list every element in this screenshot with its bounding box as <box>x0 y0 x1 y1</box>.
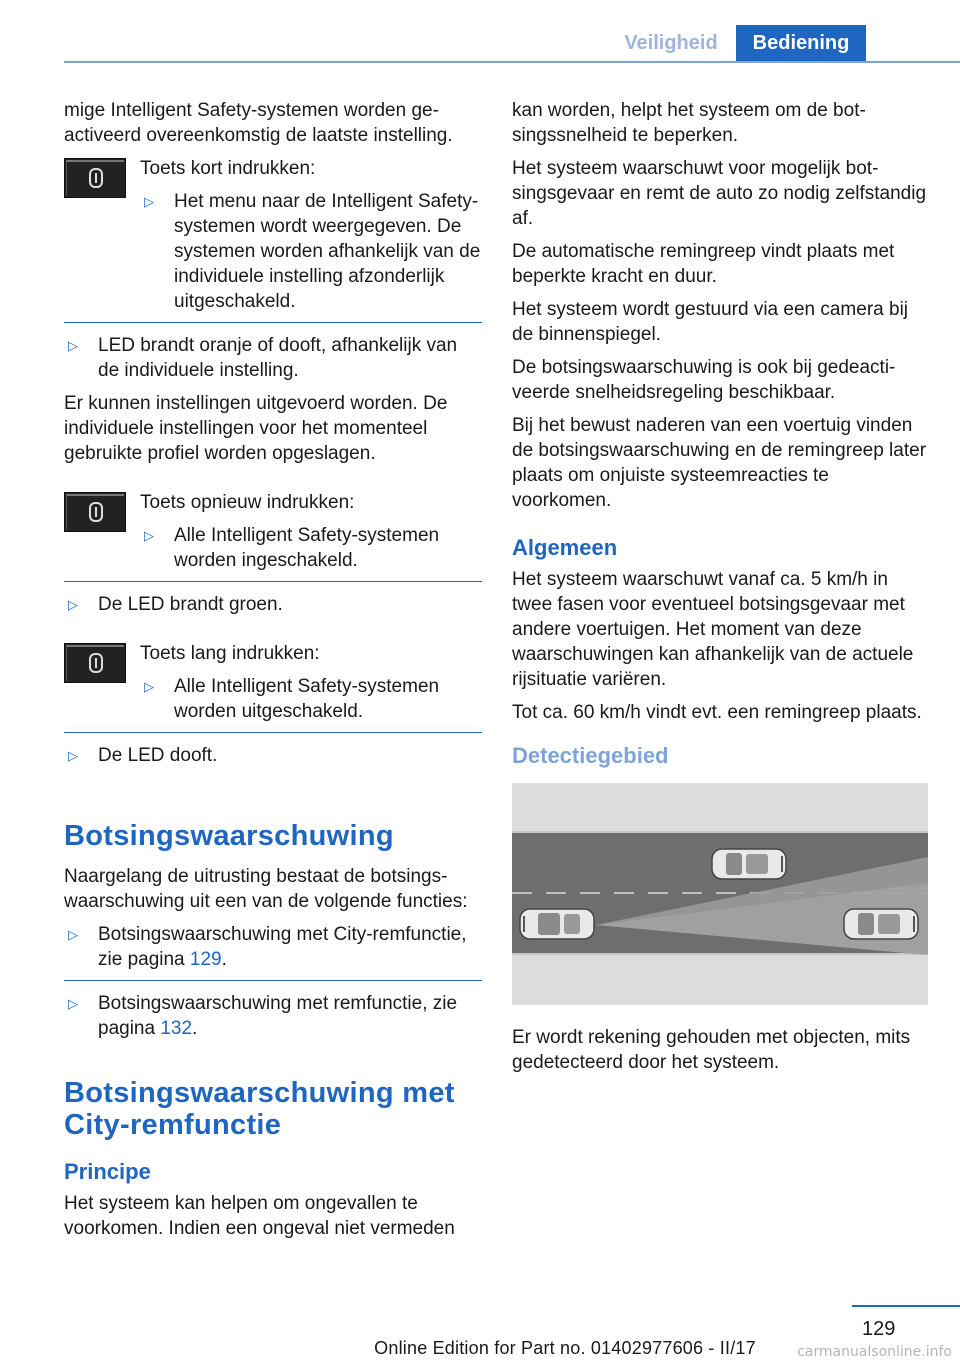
list-separator <box>64 581 482 582</box>
list-item: ▷ De LED dooft. <box>68 745 218 766</box>
detection-area-illustration <box>512 783 928 1005</box>
paragraph: kan worden, helpt het systeem om de botsingssnelheid te beperken. <box>512 100 866 146</box>
warning-intro-text: Naargelang de uitrusting bestaat de botsingswaarschuwing uit een van de volgende functies: <box>64 866 468 912</box>
page-number: 129 <box>862 1318 896 1340</box>
edition-text: Online Edition for Part no. 01402977606 - II/17 <box>374 1338 756 1358</box>
safety-button-icon <box>64 158 126 198</box>
list-separator <box>64 732 482 733</box>
triangle-bullet-icon: ▷ <box>68 597 78 612</box>
list-item: ▷ Het menu naar de Intelligent Safety-systemen wordt weergegeven. De systemen worden afhankelijk van de individuele instelling afzonderlijk uitgeschakeld. <box>144 191 481 312</box>
paragraph: Het systeem wordt gestuurd via een camera bij de binnenspiegel. <box>512 299 909 345</box>
paragraph: Het systeem waarschuwt voor mogelijk botsingsgevaar en remt de auto zo nodig zelfstandig af. <box>512 158 927 229</box>
list-item: ▷ Alle Intelligent Safety-systemen worden uitgeschakeld. <box>144 676 440 722</box>
safety-button-icon <box>64 492 126 532</box>
list-item: ▷ LED brandt oranje of dooft, afhankelijk van de individuele instelling. <box>68 335 458 381</box>
paragraph: Het systeem waarschuwt vanaf ca. 5 km/h in twee fasen voor eventueel botsingsgevaar met andere voertuigen. Het moment van deze waarschuwingen kan afhankelijk van de actuele rijsituatie variëren. <box>512 569 914 690</box>
right-column <box>512 98 930 1083</box>
left-column <box>64 98 482 1249</box>
principe-text: Het systeem kan helpen om ongevallen te voorkomen. Indien een ongeval niet vermeden <box>64 1193 455 1239</box>
heading-detectiegebied: Detectiegebied <box>512 743 669 768</box>
paragraph: De botsingswaarschuwing is ook bij gedeactiveerde snelheidsregeling beschikbaar. <box>512 357 896 403</box>
list-item: ▷ De LED brandt groen. <box>68 594 283 615</box>
list-separator <box>64 322 482 323</box>
short-press-label: Toets kort indrukken: <box>140 158 316 179</box>
heading-city-remfunctie: Botsingswaarschuwing met City-remfunctie <box>64 1077 455 1141</box>
tab-bediening[interactable]: Bediening <box>736 25 866 61</box>
press-again-block <box>64 490 482 582</box>
list-item: ▷ Botsingswaarschuwing met City-remfunctie, zie pagina 129. <box>68 924 467 970</box>
triangle-bullet-icon: ▷ <box>68 748 78 763</box>
triangle-bullet-icon: ▷ <box>68 338 78 353</box>
list-item: ▷ Botsingswaarschuwing met remfunctie, zie pagina 132. <box>68 993 458 1039</box>
press-again-label: Toets opnieuw indrukken: <box>140 492 355 513</box>
watermark: carmanualsonline.info <box>797 1344 952 1360</box>
page-link-132[interactable]: 132 <box>160 1018 193 1039</box>
paragraph: Tot ca. 60 km/h vindt evt. een remingreep plaats. <box>512 702 922 723</box>
triangle-bullet-icon: ▷ <box>144 679 154 694</box>
list-item: ▷ Alle Intelligent Safety-systemen worden ingeschakeld. <box>144 525 440 571</box>
page-link-129[interactable]: 129 <box>189 949 222 970</box>
header-rule <box>64 61 960 63</box>
triangle-bullet-icon: ▷ <box>68 927 78 942</box>
long-press-label: Toets lang indrukken: <box>140 643 320 664</box>
tab-veiligheid[interactable]: Veiligheid <box>624 32 718 54</box>
list-separator <box>64 980 482 981</box>
triangle-bullet-icon: ▷ <box>144 528 154 543</box>
long-press-block <box>64 641 482 733</box>
short-press-block <box>64 156 482 323</box>
footer-rule <box>852 1305 960 1307</box>
heading-principe: Principe <box>64 1159 151 1184</box>
heading-botsingswaarschuwing: Botsingswaarschuwing <box>64 820 394 852</box>
triangle-bullet-icon: ▷ <box>144 194 154 209</box>
safety-button-icon <box>64 643 126 683</box>
paragraph: De automatische remingreep vindt plaats met beperkte kracht en duur. <box>512 241 895 287</box>
heading-algemeen: Algemeen <box>512 535 618 560</box>
intro-text: mige Intelligent Safety-systemen worden geactiveerd overeenkomstig de laatste instelling. <box>64 100 453 146</box>
settings-text: Er kunnen instellingen uitgevoerd worden. De individuele instellingen voor het momenteel gebruikte profiel worden opgeslagen. <box>64 393 448 464</box>
triangle-bullet-icon: ▷ <box>68 996 78 1011</box>
paragraph: Bij het bewust naderen van een voertuig vinden de botsingswaarschuwing en de remingreep later plaats om onjuiste systeemreacties te voorkomen. <box>512 415 927 511</box>
figure-caption: Er wordt rekening gehouden met objecten, mits gedetecteerd door het systeem. <box>512 1027 911 1073</box>
